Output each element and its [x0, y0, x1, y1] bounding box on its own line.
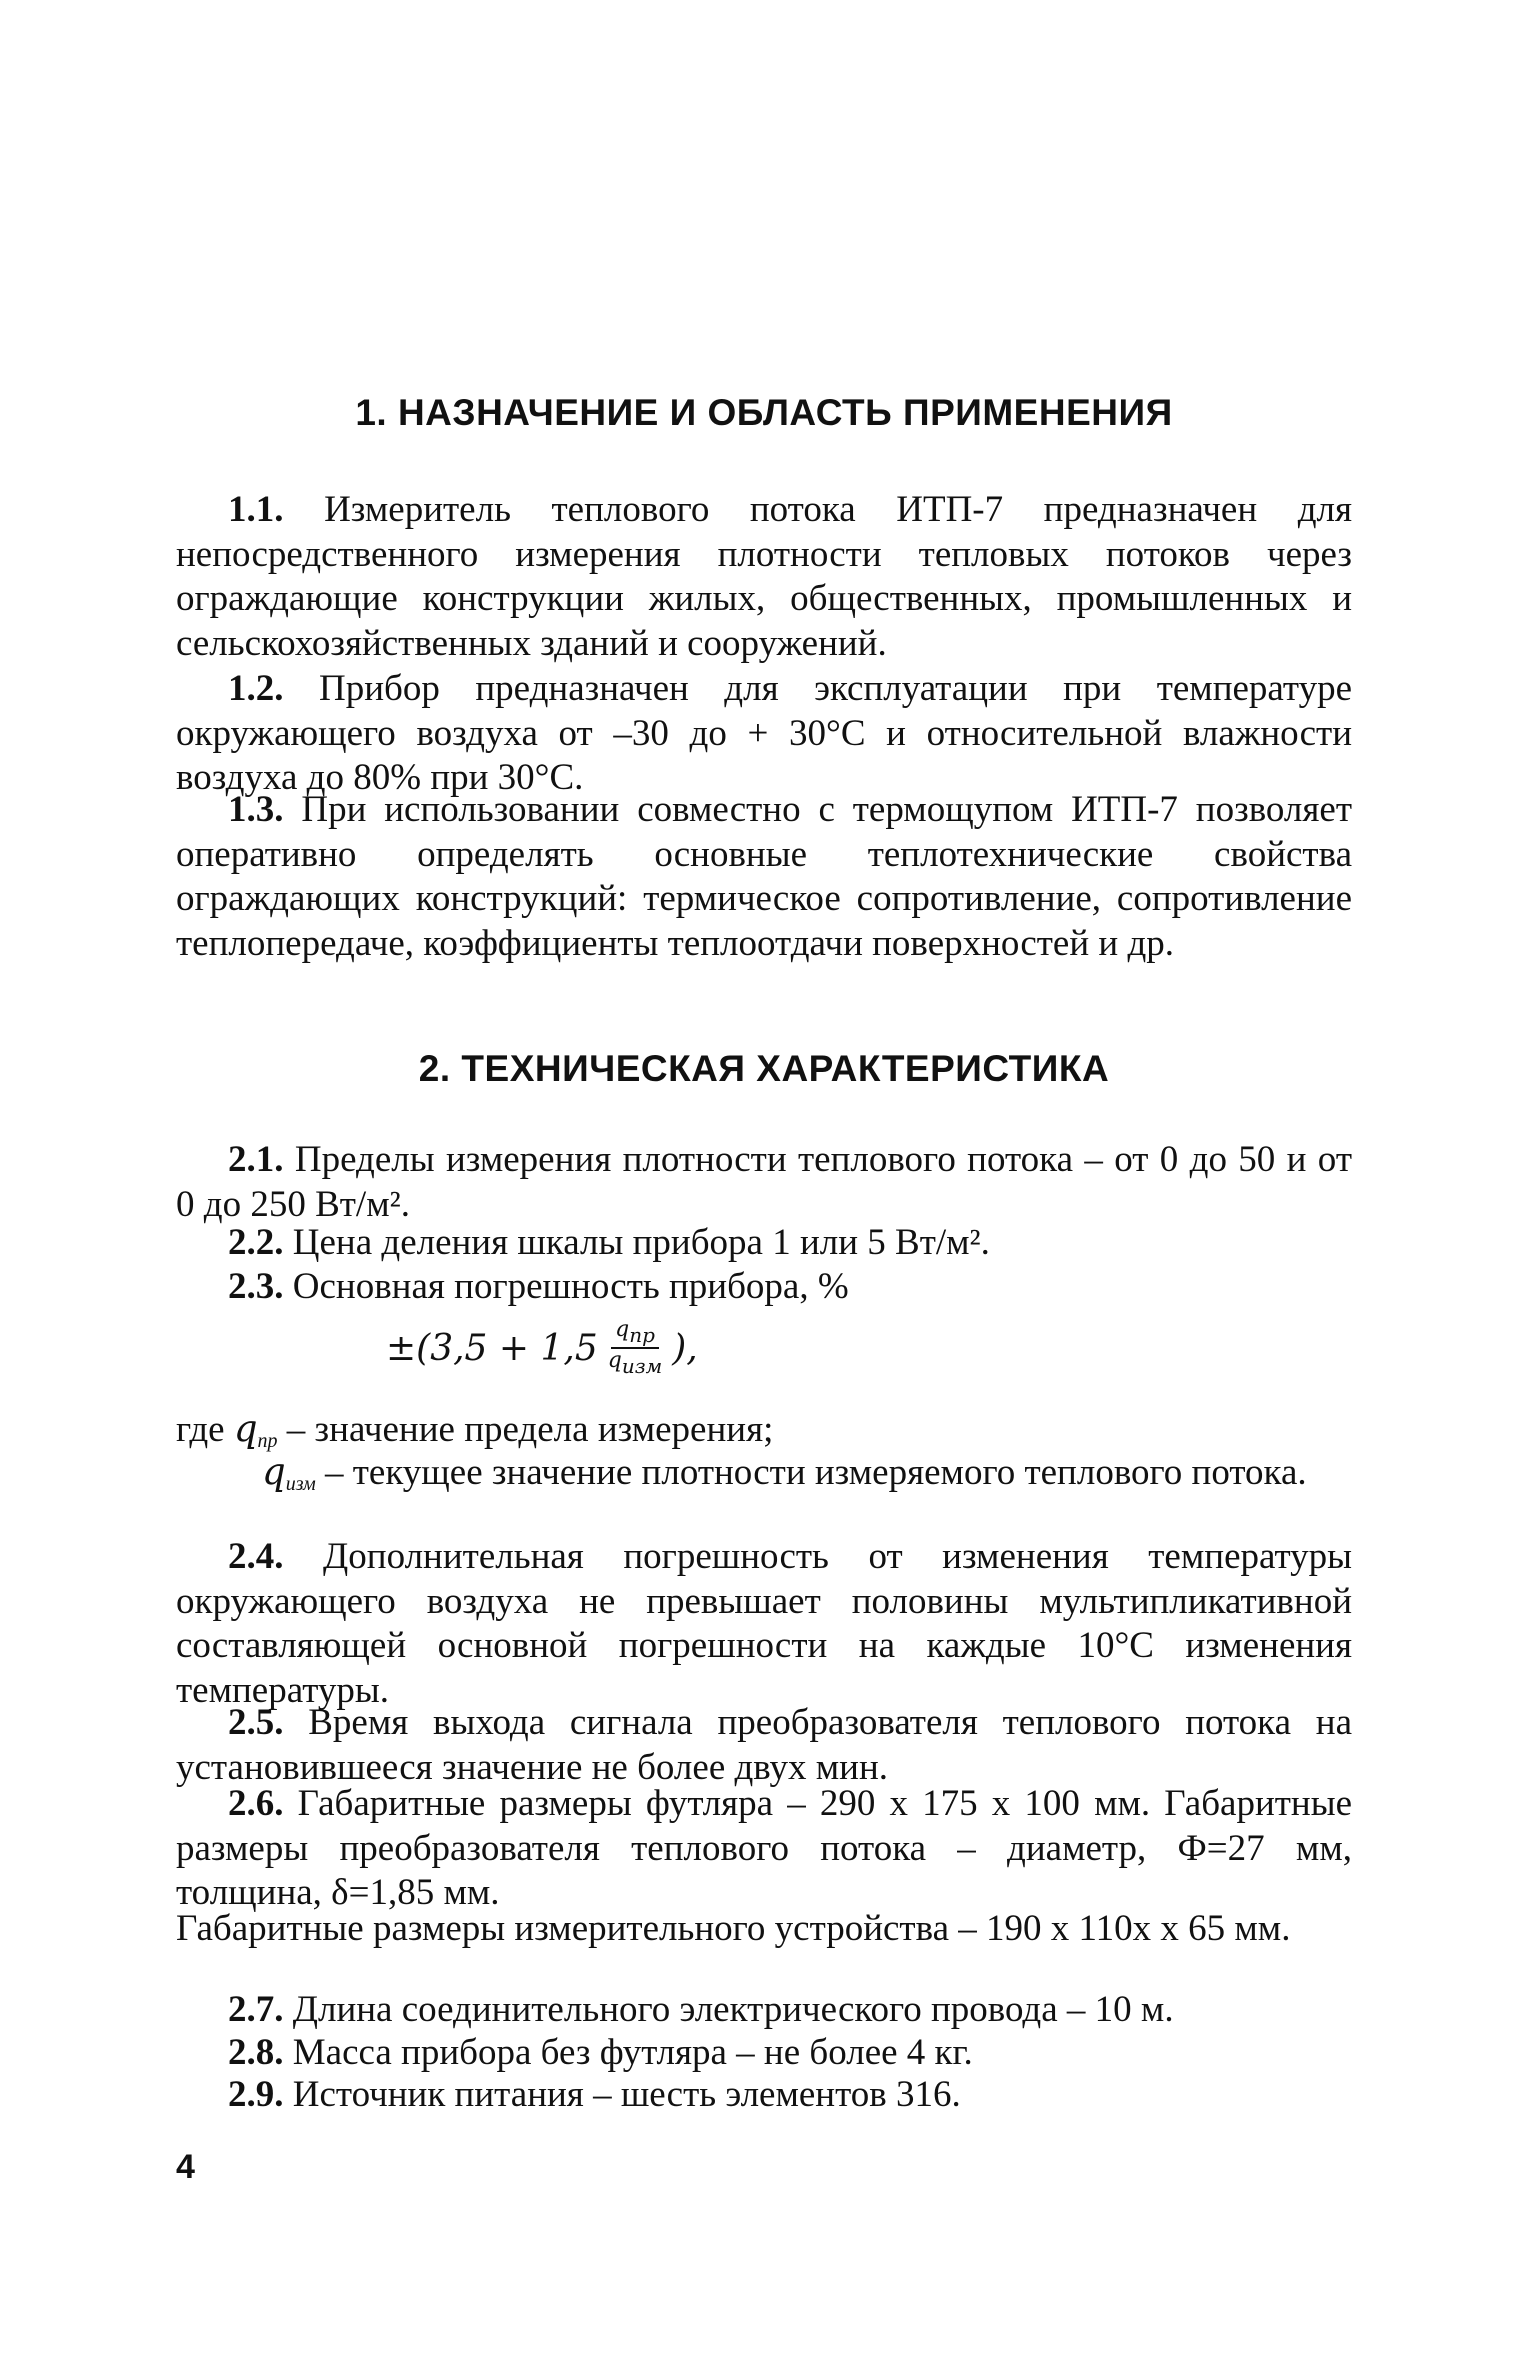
paragraph-text: Габаритные размеры измерительного устройства – 190 x 110x x 65 мм.: [176, 1908, 1291, 1949]
paragraph-text: Пределы измерения плотности теплового потока – от 0 до 50 и от 0 до 250 Вт/м².: [176, 1139, 1352, 1225]
formula-right: ),: [672, 1327, 698, 1369]
paragraph-2-9: [176, 2073, 1352, 2118]
paragraph-number: 2.1.: [228, 1139, 284, 1180]
definition-q-izm: [176, 1450, 1352, 1507]
paragraph-2-6: [176, 1782, 1352, 1916]
paragraph-number: 2.7.: [228, 1989, 284, 2030]
paragraph-text: При использовании совместно с термощупом ИТП-7 позволяет оперативно определять основные теплотехнические свойства ограждающих конструкций: термическое сопротивление, сопротивление теплопередаче, коэффициенты теплоотдачи поверхностей и др.: [176, 789, 1353, 964]
formula-fraction: [608, 1318, 662, 1378]
paragraph-number: 1.1.: [228, 489, 284, 530]
where-word: где: [176, 1409, 225, 1450]
section-2-title: 2. ТЕХНИЧЕСКАЯ ХАРАКТЕРИСТИКА: [418, 1048, 1110, 1089]
section-1-title: 1. НАЗНАЧЕНИЕ И ОБЛАСТЬ ПРИМЕНЕНИЯ: [355, 392, 1173, 433]
paragraph-1-2: [176, 667, 1352, 801]
paragraph-number: 2.5.: [228, 1702, 284, 1743]
paragraph-2-5: [176, 1701, 1352, 1790]
paragraph-number: 2.4.: [228, 1536, 284, 1577]
formula-left: ±(3,5 + 1,5: [386, 1327, 598, 1369]
page-number: 4: [176, 2148, 195, 2186]
definition-text: – значение предела измерения;: [286, 1409, 774, 1450]
paragraph-text: Основная погрешность прибора, %: [292, 1266, 849, 1307]
fraction-denominator: qизм: [607, 1348, 663, 1378]
paragraph-text: Габаритные размеры футляра – 290 x 175 x 100 мм. Габаритные размеры преобразователя теплового потока – диаметр, Ф=27 мм, толщина, δ=1,85 мм.: [176, 1783, 1352, 1913]
symbol-sub: пр: [257, 1430, 278, 1452]
paragraph-text: Измеритель теплового потока ИТП-7 предназначен для непосредственного измерения плотности тепловых потоков через ограждающие конструкции жилых, общественных, промышленных и сельскохозяйственных зданий и сооружений.: [176, 489, 1353, 664]
paragraph-number: 2.2.: [228, 1222, 284, 1263]
paragraph-text: Длина соединительного электрического провода – 10 м.: [292, 1989, 1174, 2030]
paragraph-2-4: [176, 1535, 1352, 1713]
definition-text: – текущее значение плотности измеряемого теплового потока.: [325, 1452, 1307, 1493]
paragraph-number: 2.6.: [228, 1783, 284, 1824]
paragraph-text: Источник питания – шесть элементов 316.: [292, 2074, 961, 2115]
paragraph-2-8: [176, 2031, 1352, 2076]
paragraph-text: Дополнительная погрешность от изменения температуры окружающего воздуха не превышает половины мультипликативной составляющей основной погрешности на каждые 10°С изменения температуры.: [176, 1536, 1352, 1711]
paragraph-text: Время выхода сигнала преобразователя теплового потока на установившееся значение не более двух мин.: [176, 1702, 1352, 1788]
paragraph-text: Масса прибора без футляра – не более 4 кг.: [292, 2032, 973, 2073]
paragraph-2-1: [176, 1138, 1352, 1227]
paragraph-number: 2.8.: [228, 2032, 284, 2073]
paragraph-number: 1.2.: [228, 668, 284, 709]
symbol-sub: изм: [285, 1473, 316, 1495]
paragraph-2-6-continued: [176, 1907, 1352, 1952]
paragraph-1-3: [176, 788, 1352, 966]
paragraph-1-1: [176, 488, 1352, 666]
paragraph-number: 2.3.: [228, 1266, 284, 1307]
paragraph-2-3: [176, 1265, 1352, 1310]
paragraph-text: Цена деления шкалы прибора 1 или 5 Вт/м².: [292, 1222, 990, 1263]
paragraph-text: Прибор предназначен для эксплуатации при температуре окружающего воздуха от –30 до + 30°C и относительной влажности воздуха до 80% при 30°С.: [176, 668, 1353, 798]
symbol-q: q: [262, 1450, 286, 1493]
paragraph-2-7: [176, 1988, 1352, 2033]
error-formula: [386, 1318, 698, 1378]
fraction-numerator: qпр: [611, 1318, 659, 1349]
paragraph-number: 1.3.: [228, 789, 284, 830]
paragraph-number: 2.9.: [228, 2074, 284, 2115]
paragraph-2-2: [176, 1221, 1352, 1266]
symbol-q: q: [233, 1407, 258, 1450]
